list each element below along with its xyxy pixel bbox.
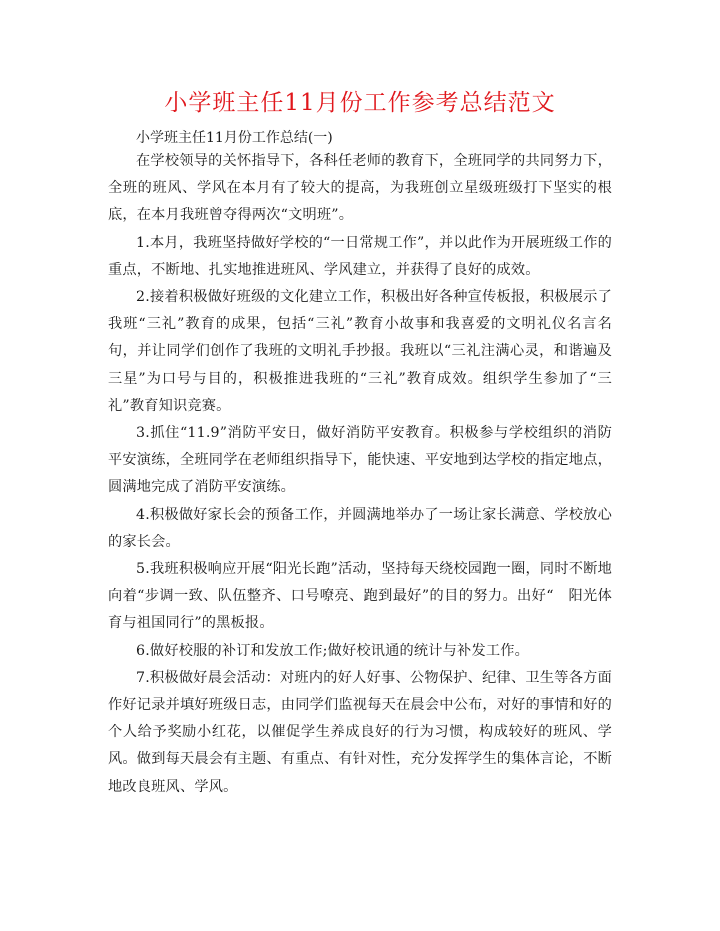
- paragraph-item-4: 4.积极做好家长会的预备工作，并圆满地举办了一场让家长满意、学校放心的家长会。: [108, 506, 612, 550]
- paragraph-item-5: 5.我班积极响应开展“阳光长跑”活动，坚持每天绕校园跑一圈，同时不断地向着“步调一致、队伍整齐、口号嘹亮、跑到最好”的目的努力。出好“ 阳光体育与祖国同行”的黑板报。: [108, 561, 612, 632]
- paragraph-intro: 在学校领导的关怀指导下，各科任老师的教育下，全班同学的共同努力下，全班的班风、学风在本月有了较大的提高，为我班创立星级班级打下坚实的根底，在本月我班曾夺得两次“文明班”。: [108, 153, 612, 224]
- paragraph-item-2: 2.接着积极做好班级的文化建立工作，积极出好各种宣传板报，积极展示了我班“三礼”教育的成果，包括“三礼”教育小故事和我喜爱的文明礼仪名言名句，并让同学们创作了我班的文明礼手抄报。我班以“三礼注满心灵，和谐遍及三星”为口号与目的，积极推进我班的“三礼”教育成效。组织学生参加了“三礼”教育知识竞赛。: [108, 289, 612, 414]
- paragraph-item-3: 3.抓住“11.9”消防平安日，做好消防平安教育。积极参与学校组织的消防平安演练，全班同学在老师组织指导下，能快速、平安地到达学校的指定地点，圆满地完成了消防平安演练。: [108, 425, 612, 496]
- paragraph-item-6: 6.做好校服的补订和发放工作;做好校讯通的统计与补发工作。: [136, 642, 529, 659]
- document-body: [108, 148, 612, 801]
- document-title: 小学班主任11月份工作参考总结范文: [164, 90, 556, 116]
- paragraph-item-7: 7.积极做好晨会活动：对班内的好人好事、公物保护、纪律、卫生等各方面作好记录并填好班级日志，由同学们监视每天在晨会中公布，对好的事情和好的个人给予奖励小红花，以催促学生养成良好的行为习惯，构成较好的班风、学风。做到每天晨会有主题、有重点、有针对性，充分发挥学生的集体言论，不断地改良班风、学风。: [108, 669, 612, 795]
- paragraph-item-1: 1.本月，我班坚持做好学校的“一日常规工作”，并以此作为开展班级工作的重点，不断地、扎实地推进班风、学风建立，并获得了良好的成效。: [108, 234, 612, 278]
- document-subtitle: 小学班主任11月份工作总结(一): [136, 130, 333, 146]
